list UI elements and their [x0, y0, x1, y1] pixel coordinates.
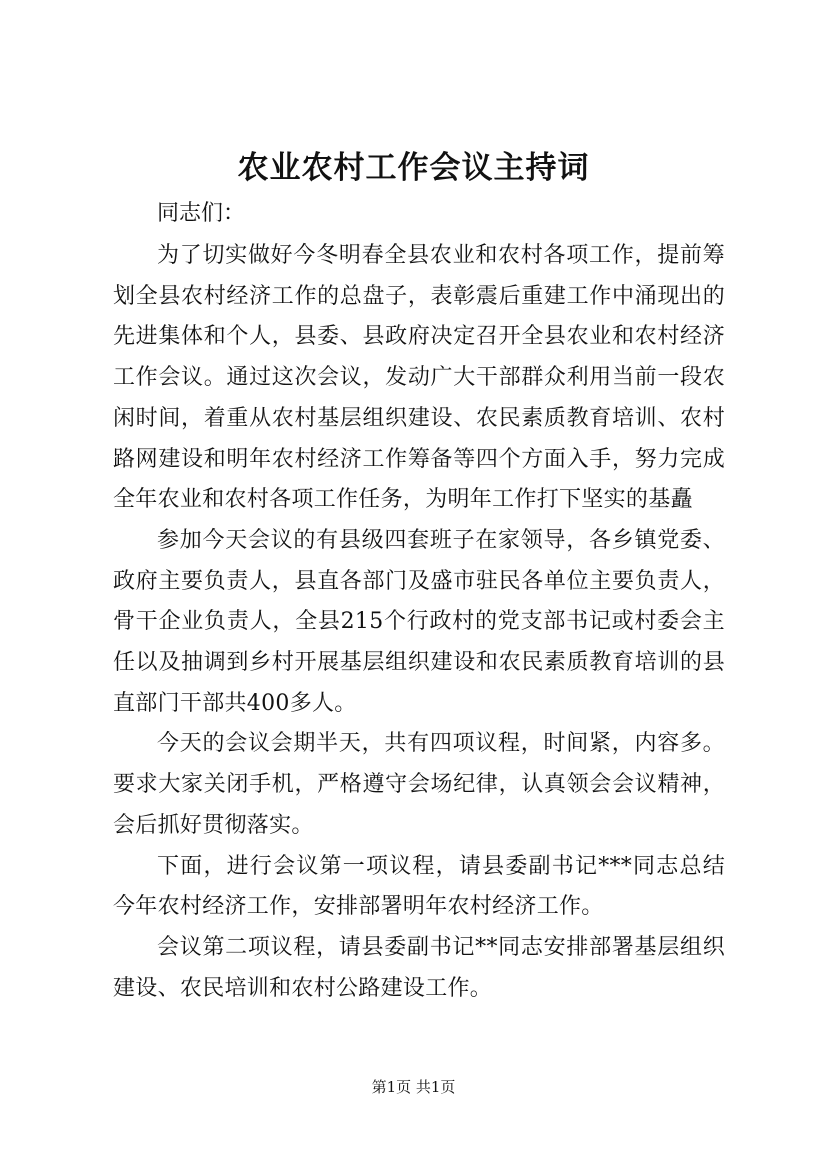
paragraph-1: 为了切实做好今冬明春全县农业和农村各项工作，提前筹划全县农村经济工作的总盘子，表彰震后重建工作中涌现出的先进集体和个人，县委、县政府决定召开全县农业和农村经济工作会议。通过这次会议，发动广大干部群众利用当前一段农闲时间，着重从农村基层组织建设、农民素质教育培训、农村路网建设和明年农村经济工作筹备等四个方面入手，努力完成全年农业和农村各项工作任务，为明年工作打下坚实的基矗 — [113, 243, 725, 513]
paragraph-2: 参加今天会议的有县级四套班子在家领导，各乡镇党委、政府主要负责人，县直各部门及盛市驻民各单位主要负责人，骨干企业负责人，全县215个行政村的党支部书记或村委会主任以及抽调到乡村开展基层组织建设和农民素质教育培训的县直部门干部共400多人。 — [113, 527, 725, 716]
greeting: 同志们： — [157, 201, 246, 226]
document-body — [113, 236, 725, 1009]
document-title: 农业农村工作会议主持词 — [237, 150, 590, 186]
paragraph-5: 会议第二项议程，请县委副书记**同志安排部署基层组织建设、农民培训和农村公路建设工作。 — [113, 934, 725, 1001]
page-footer: 第1页 共1页 — [371, 1078, 456, 1096]
paragraph-4: 下面，进行会议第一项议程，请县委副书记***同志总结今年农村经济工作，安排部署明年农村经济工作。 — [113, 853, 725, 920]
paragraph-3: 今天的会议会期半天，共有四项议程，时间紧，内容多。要求大家关闭手机，严格遵守会场纪律，认真领会会议精神，会后抓好贯彻落实。 — [113, 731, 725, 838]
